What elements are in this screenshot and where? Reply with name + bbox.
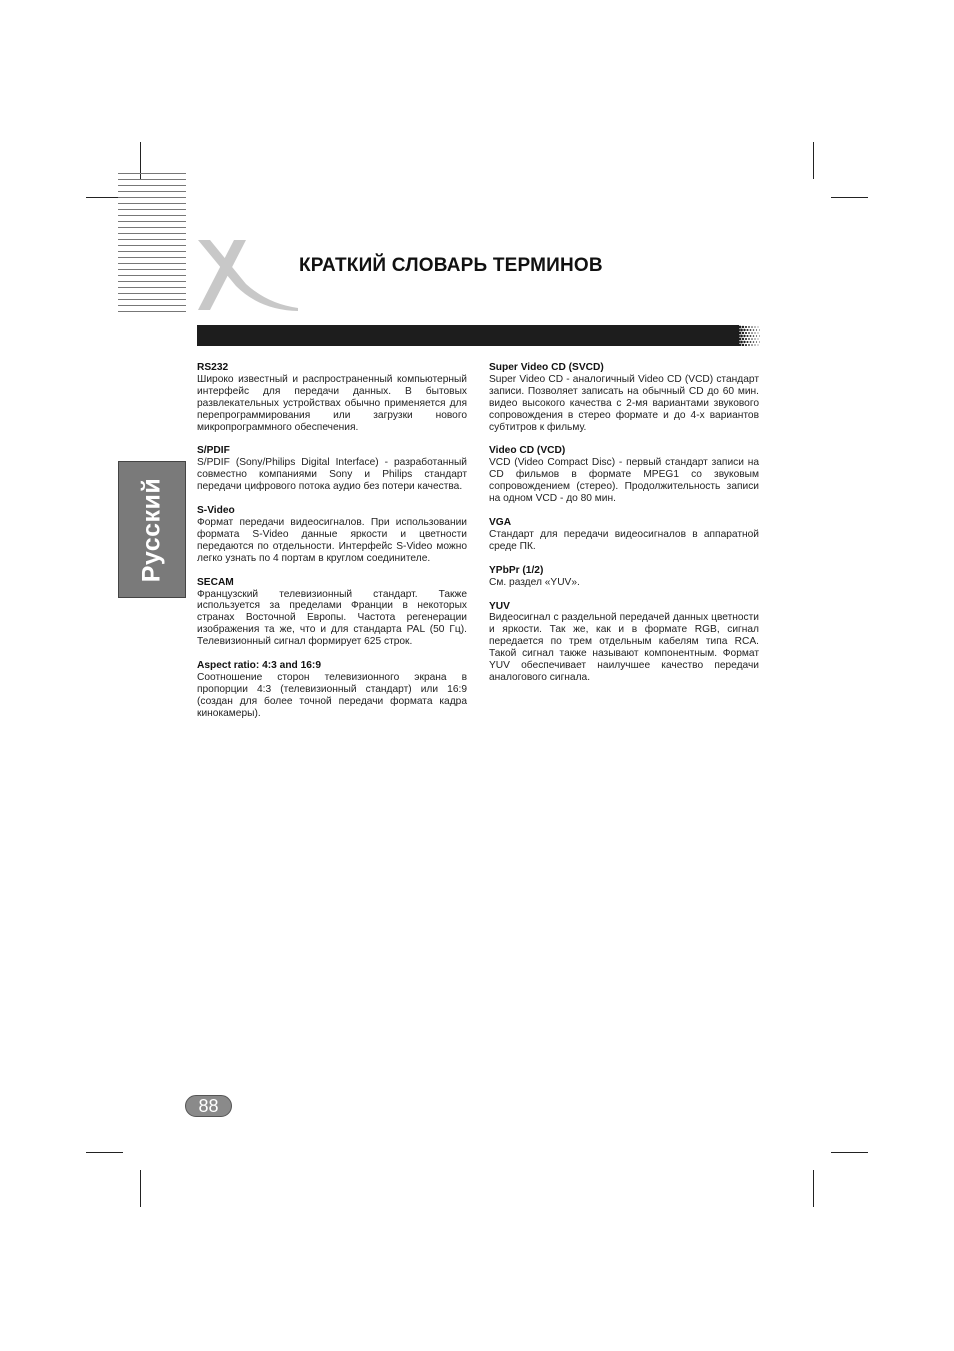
halftone-dot <box>737 329 740 332</box>
halftone-dot <box>746 329 748 331</box>
halftone-dot <box>758 327 759 328</box>
stripe-line <box>118 263 186 264</box>
halftone-dot <box>742 338 744 340</box>
glossary-definition: S/PDIF (Sony/Philips Digital Interface) - разработанный совместно компаниями Sony и Philips стандарт передачи цифрового потока аудио без потери качества. <box>197 457 467 493</box>
glossary-definition: Французский телевизионный стандарт. Также используется за пределами Франции в некоторых странах Восточной Европы. Частота регенерации изображения та же, что и для стандарта PAL (50 Гц). Телевизионный сигнал формирует 625 строк. <box>197 588 467 648</box>
halftone-dot <box>756 341 757 342</box>
language-side-tab <box>118 461 186 598</box>
halftone-dot <box>759 342 760 343</box>
page-title: КРАТКИЙ СЛОВАРЬ ТЕРМИНОВ <box>299 255 603 276</box>
glossary-entry <box>489 445 759 505</box>
stripe-line <box>118 197 186 198</box>
halftone-dot <box>748 326 750 328</box>
halftone-dot <box>740 341 743 344</box>
halftone-dot <box>758 345 759 346</box>
stripe-line <box>118 191 186 192</box>
glossary-term: VGA <box>489 516 512 528</box>
halftone-dot <box>745 332 747 334</box>
halftone-dot <box>739 326 742 329</box>
stripe-line <box>118 287 186 288</box>
halftone-dot <box>736 338 739 341</box>
crop-mark <box>813 1170 814 1207</box>
halftone-dot <box>736 344 739 347</box>
halftone-dot <box>754 338 755 339</box>
crop-mark <box>831 197 868 198</box>
halftone-dot <box>745 344 747 346</box>
glossary-term: S/PDIF <box>197 445 230 457</box>
halftone-dot <box>750 341 752 343</box>
stripe-line <box>118 245 186 246</box>
halftone-dot <box>746 335 748 337</box>
halftone-dot <box>751 338 753 340</box>
stripe-line <box>118 221 186 222</box>
crop-mark <box>831 1152 868 1153</box>
glossary-definition: Формат передачи видеосигналов. При использовании формата S-Video данные яркости и цветности передаются по отдельности. Интерфейс S-Video можно легко узнать по 4 портам в круглом соединителе. <box>197 516 467 564</box>
title-bar <box>197 325 739 346</box>
stripe-line <box>118 281 186 282</box>
halftone-dot <box>754 326 755 327</box>
stripe-line <box>118 251 186 252</box>
glossary-definition: Широко известный и распространенный компьютерный интерфейс для передачи данных. В бытовых развлекательных устройствах обычно применяется для перепрограммирования или загрузки нового микропрограммного обеспечения. <box>197 373 467 433</box>
halftone-dot <box>756 329 757 330</box>
stripe-line <box>118 299 186 300</box>
page-number-badge: 88 <box>185 1095 232 1117</box>
stripe-line <box>118 209 186 210</box>
halftone-dot <box>748 338 750 340</box>
glossary-definition: Стандарт для передачи видеосигналов в аппаратной среде ПК. <box>489 528 759 552</box>
decorative-stripes <box>118 173 186 311</box>
halftone-dot <box>742 344 744 346</box>
stripe-line <box>118 203 186 204</box>
halftone-dot <box>743 335 745 337</box>
glossary-entry <box>489 517 759 553</box>
glossary-entry <box>197 577 467 648</box>
halftone-dot <box>742 326 744 328</box>
glossary-entry <box>489 565 759 589</box>
halftone-dot <box>736 326 739 329</box>
stripe-line <box>118 305 186 306</box>
halftone-dot <box>748 332 750 334</box>
stripe-line <box>118 227 186 228</box>
halftone-dot <box>756 335 757 336</box>
glossary-entry <box>197 660 467 720</box>
halftone-dot <box>753 341 755 343</box>
glossary-term: S-Video <box>197 505 235 517</box>
stripe-line <box>118 239 186 240</box>
halftone-dot <box>753 329 755 331</box>
halftone-dot <box>736 332 739 335</box>
glossary-term: YUV <box>489 600 510 612</box>
halftone-dot <box>746 341 748 343</box>
glossary-definition: Соотношение сторон телевизионного экрана в пропорции 4:3 (телевизионный стандарт) или 16:9 (создан для более точной передачи формата кадра кинокамеры). <box>197 671 467 719</box>
halftone-dot <box>743 329 745 331</box>
halftone-dot <box>739 338 742 341</box>
crop-mark <box>140 1170 141 1207</box>
halftone-dot <box>737 341 740 344</box>
crop-mark <box>86 1152 123 1153</box>
glossary-term: Aspect ratio: 4:3 and 16:9 <box>197 660 321 672</box>
halftone-dot <box>753 335 755 337</box>
stripe-line <box>118 311 186 312</box>
stripe-line <box>118 185 186 186</box>
halftone-dot <box>754 344 755 345</box>
stripe-line <box>118 269 186 270</box>
side-tab-label: Русский <box>137 477 166 582</box>
glossary-entry <box>197 362 467 433</box>
glossary-definition: Видеосигнал с раздельной передачей данных цветности и яркости. Так же, как и в формате RGB, сигнал передается по трем отдельным кабелям типа RCA. Такой сигнал также называют компонентным. Формат YUV обеспечивает наилучшее качество передачи аналогового сигнала. <box>489 612 759 683</box>
halftone-dot <box>751 326 753 328</box>
halftone-dot <box>748 344 750 346</box>
halftone-dot <box>745 338 747 340</box>
glossary-definition: VCD (Video Compact Disc) - первый стандарт записи на CD фильмов в формате MPEG1 со звуковым сопровождением (стерео). Продолжительность записи на одном VCD - до 80 мин. <box>489 457 759 505</box>
stripe-line <box>118 173 186 174</box>
halftone-dot <box>758 333 759 334</box>
title-bar-halftone <box>735 325 761 346</box>
glossary-entry <box>197 445 467 493</box>
halftone-dot <box>751 332 753 334</box>
x-logo-icon <box>196 238 300 312</box>
halftone-dot <box>759 336 760 337</box>
halftone-dot <box>739 332 742 335</box>
stripe-line <box>118 275 186 276</box>
glossary-term: Super Video CD (SVCD) <box>489 362 604 373</box>
halftone-dot <box>758 339 759 340</box>
halftone-dot <box>750 335 752 337</box>
glossary-term: YPbPr (1/2) <box>489 564 544 576</box>
glossary-right-column <box>489 362 759 696</box>
halftone-dot <box>737 335 740 338</box>
halftone-dot <box>759 330 760 331</box>
halftone-dot <box>750 329 752 331</box>
glossary-left-column <box>197 362 467 732</box>
glossary-term: RS232 <box>197 362 229 373</box>
halftone-dot <box>739 344 742 346</box>
halftone-dot <box>742 332 744 334</box>
stripe-line <box>118 293 186 294</box>
glossary-definition: Super Video CD - аналогичный Video CD (VCD) стандарт записи. Позволяет записать на обычный CD до 60 мин. видео высокого качества с 2-мя вариантами звукового сопровождения в стерео формате и до 4-х вариантов субтитров к фильму. <box>489 373 759 433</box>
glossary-entry <box>489 601 759 684</box>
halftone-dot <box>751 344 753 346</box>
stripe-line <box>118 179 186 180</box>
glossary-entry <box>489 362 759 433</box>
stripe-line <box>118 257 186 258</box>
stripe-line <box>118 215 186 216</box>
glossary-term: Video CD (VCD) <box>489 445 566 457</box>
halftone-dot <box>740 335 743 338</box>
halftone-dot <box>740 329 743 332</box>
crop-mark <box>813 142 814 179</box>
stripe-line <box>118 233 186 234</box>
glossary-definition: См. раздел «YUV». <box>489 576 580 588</box>
halftone-dot <box>743 341 745 343</box>
glossary-term: SECAM <box>197 576 234 588</box>
glossary-entry <box>197 505 467 565</box>
halftone-dot <box>745 326 747 328</box>
halftone-dot <box>754 332 755 333</box>
